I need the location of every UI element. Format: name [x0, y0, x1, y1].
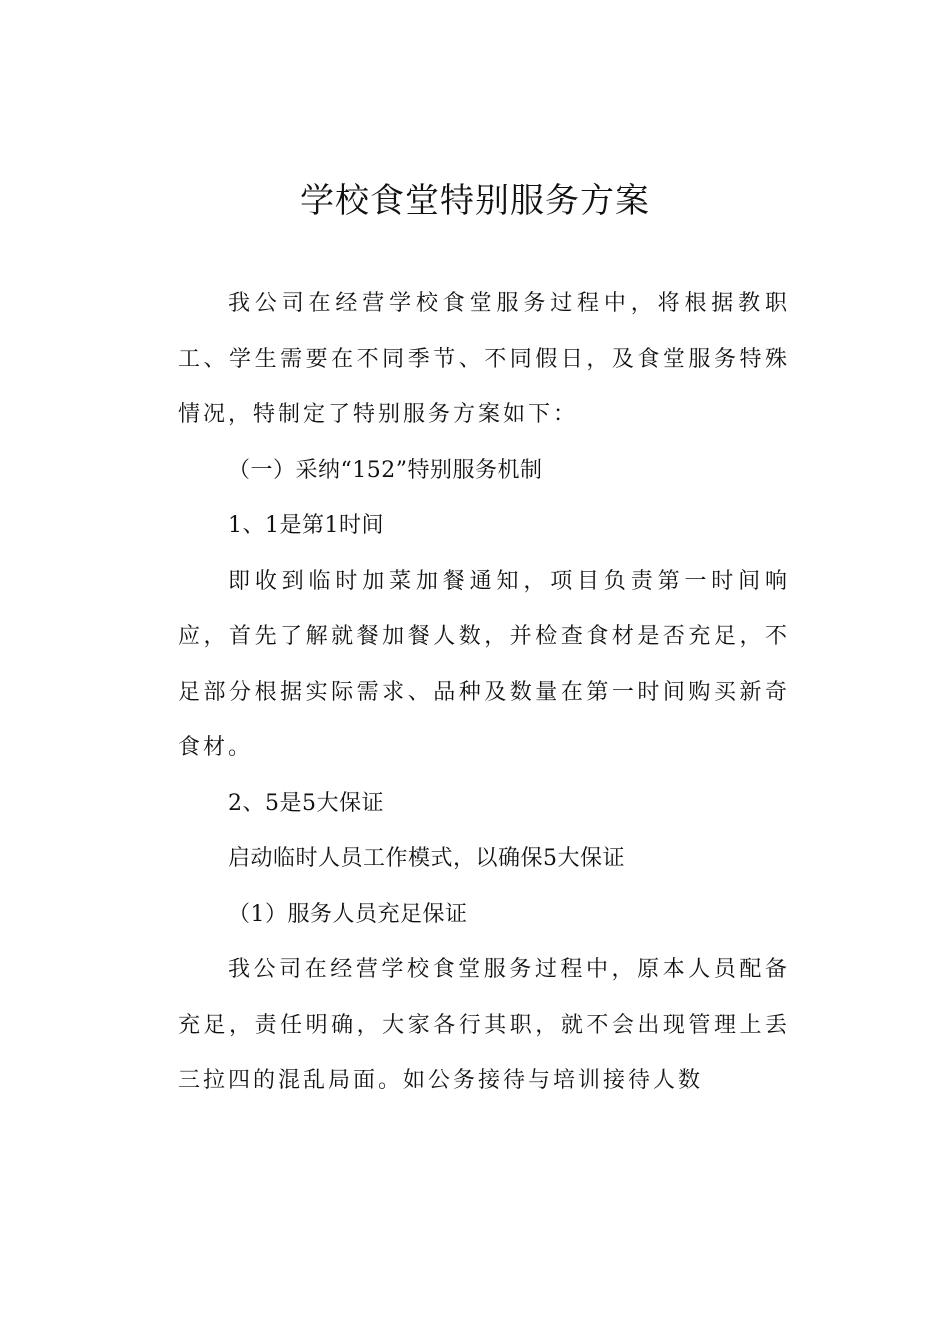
subheading-1: 1、1是第1时间	[228, 513, 384, 538]
paragraph-intro: 我公司在经营学校食堂服务过程中，将根据教职工、学生需要在不同季节、不同假日，及食堂服务特殊情况，特制定了特别服务方案如下：	[178, 291, 790, 427]
document-body	[178, 276, 790, 1109]
subheading-2: 2、5是5大保证	[228, 790, 384, 816]
section-heading-1: （一）采纳“152”特别服务机制	[228, 457, 543, 483]
document-title: 学校食堂特别服务方案	[300, 181, 650, 221]
item-heading-1: （1）服务人员充足保证	[228, 901, 468, 927]
paragraph-first-time: 即收到临时加菜加餐通知，项目负责第一时间响应，首先了解就餐加餐人数，并检查食材是否充足，不足部分根据实际需求、品种及数量在第一时间购买新奇食材。	[178, 568, 790, 760]
paragraph-staffing: 我公司在经营学校食堂服务过程中，原本人员配备充足，责任明确，大家各行其职，就不会出现管理上丢三拉四的混乱局面。如公务接待与培训接待人数	[178, 957, 790, 1093]
paragraph-five-guarantees: 启动临时人员工作模式，以确保5大保证	[228, 846, 625, 871]
